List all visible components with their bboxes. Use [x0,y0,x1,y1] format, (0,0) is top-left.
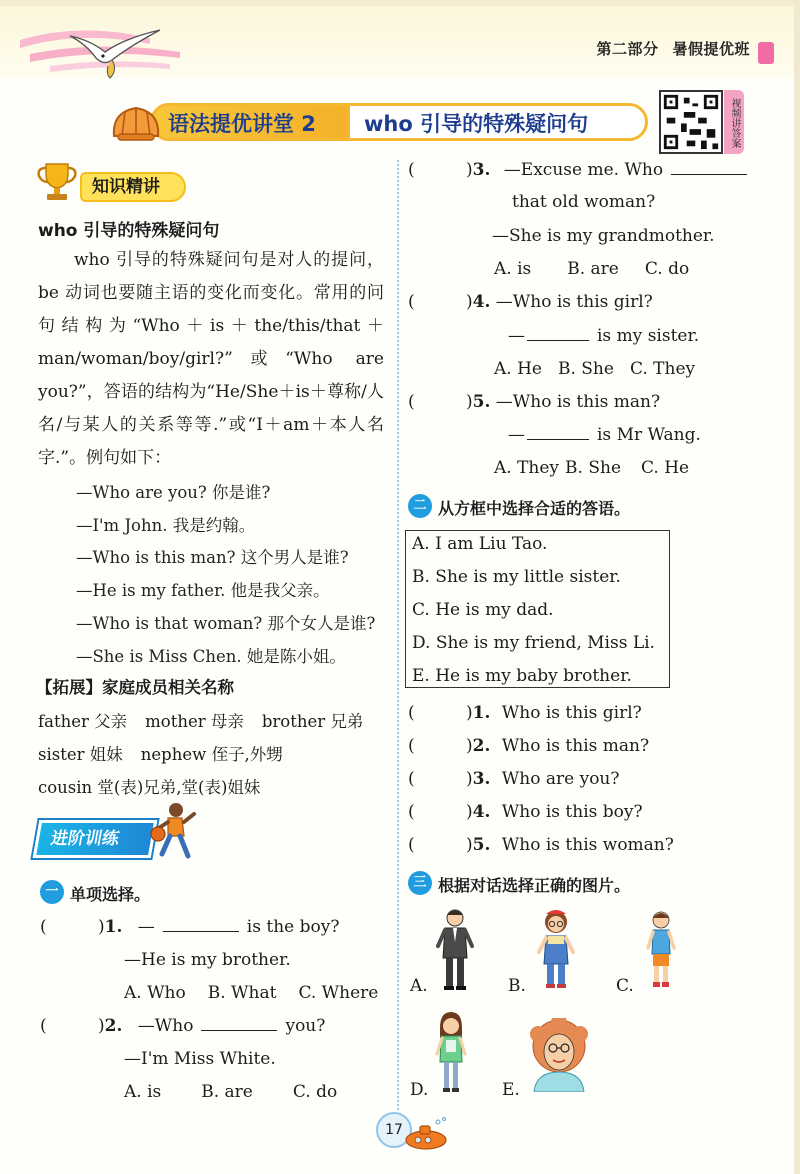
answer-option: A. I am Liu Tao. [412,534,548,554]
fill-blank[interactable] [527,327,589,341]
answer-option: E. He is my baby brother. [412,666,632,686]
question-number: 4. [472,802,491,822]
option[interactable]: C. Where [298,983,379,1003]
knowledge-paragraph-text: who 引导的特殊疑问句是对人的提问，be 动词也要随主语的变化而变化。常用的问句结构为“Who＋is＋the/this/that＋ man/woman/boy/girl?”或“Who are you?”，答语的结构为“He/She＋is＋尊称/人名/与某人的关系等等.”或“I＋am＋本人名字.”。例句如下： [38,250,384,468]
section1-number: 一 [40,880,64,904]
option[interactable]: C. do [292,1082,338,1102]
figure-label: C. [616,976,634,996]
vocab-item: father 父亲 [38,712,128,731]
boy-figure-icon[interactable] [644,908,678,990]
answer-slot[interactable]: ( [408,802,415,822]
knowledge-badge: 知识精讲 [80,172,186,202]
option[interactable]: A. is [124,1082,162,1102]
option[interactable]: C. They [629,359,696,379]
vocab-row [38,741,301,765]
question-2-options [124,1082,337,1102]
example-line: —Who is that woman? 那个女人是谁? [76,614,376,633]
vocab-row [38,708,381,732]
extension-heading: 【拓展】家庭成员相关名称 [36,678,234,697]
answer-slot[interactable]: ( [408,160,415,180]
figure-label: E. [502,1080,520,1100]
answer-slot[interactable]: ( [40,1016,47,1036]
vocab-item: sister 姐妹 [38,745,123,764]
section3-title: 根据对话选择正确的图片。 [438,876,631,895]
match-question: ( )1. Who is this girl? [408,703,642,723]
match-question: ( )4. Who is this boy? [408,802,643,822]
grandmother-figure-icon[interactable] [528,1018,590,1092]
question-number: 1. [104,917,123,937]
option[interactable]: A. He [494,359,542,379]
vocab-item: mother 母亲 [145,712,244,731]
runner-icon [146,800,200,864]
answer-slot[interactable]: ( [408,292,415,312]
header-part: 第二部分 [596,40,659,58]
option[interactable]: C. He [641,458,690,478]
section1-title: 单项选择。 [70,885,151,904]
column-divider [397,160,399,1110]
fill-blank[interactable] [527,426,589,440]
man-figure-icon[interactable] [432,908,478,992]
section2-title: 从方框中选择合适的答语。 [438,499,631,518]
section3-number: 三 [408,871,432,895]
option[interactable]: A. Who [124,983,186,1003]
option[interactable]: B. are [567,259,619,279]
vocab-item: nephew 侄子,外甥 [140,745,283,764]
header-title [582,38,750,59]
vocab-row [38,774,278,798]
question-number: 5. [472,392,491,412]
question-number: 4. [472,292,491,312]
match-question: ( )5. Who is this woman? [408,835,674,855]
woman-figure-icon[interactable] [434,1012,468,1094]
seagull-decoration-icon [0,0,260,95]
question-number: 3. [472,160,491,180]
question-4-line2: — is my sister. [508,326,700,346]
fill-blank[interactable] [671,161,747,175]
match-question: ( )3. Who are you? [408,769,620,789]
answer-option: D. She is my friend, Miss Li. [412,633,655,653]
shell-icon [108,100,164,144]
option[interactable]: B. She [565,458,622,478]
figure-label: A. [410,976,428,996]
banner-right-title: who 引导的特殊疑问句 [364,112,589,136]
vocab-item: cousin 堂(表)兄弟,堂(表)姐妹 [38,778,261,797]
girl-figure-icon[interactable] [534,908,578,990]
question-4-line1: ( )4. —Who is this girl? [408,292,653,312]
answer-slot[interactable]: ( [408,703,415,723]
question-5-line2: — is Mr Wang. [508,425,701,445]
page-number: 17 [376,1112,412,1148]
question-2-line2: —I'm Miss White. [124,1049,276,1069]
header-course: 暑假提优班 [672,40,750,58]
question-number: 2. [472,736,491,756]
example-line: —I'm John. 我是约翰。 [76,516,256,535]
question-1-options [124,983,378,1003]
fill-blank[interactable] [163,918,239,932]
knowledge-heading: who 引导的特殊疑问句 [38,221,220,241]
answer-option: C. He is my dad. [412,600,554,620]
example-line: —Who are you? 你是谁? [76,483,271,502]
question-4-options [494,359,695,379]
question-3-line1: ( )3. —Excuse me. Who [408,160,755,180]
question-5-options [494,458,689,478]
answer-option: B. She is my little sister. [412,567,621,587]
figure-label: B. [508,976,526,996]
answer-slot[interactable]: ( [408,392,415,412]
question-2-line1: ( )2. —Who you? [40,1016,326,1036]
right-edge [794,0,800,1174]
example-line: —He is my father. 他是我父亲。 [76,581,330,600]
answer-slot[interactable]: ( [408,835,415,855]
option[interactable]: B. are [201,1082,253,1102]
question-number: 2. [104,1016,123,1036]
fill-blank[interactable] [201,1017,277,1031]
figure-label: D. [410,1080,429,1100]
example-line: —Who is this man? 这个男人是谁? [76,548,349,567]
advance-badge: 进阶训练 [33,820,158,858]
question-3-line2: that old woman? [512,192,656,212]
vocab-item: brother 兄弟 [261,712,364,731]
option[interactable]: C. do [644,259,690,279]
option[interactable]: A. They [494,458,560,478]
trophy-icon [34,160,80,202]
option[interactable]: B. She [557,359,614,379]
knowledge-paragraph [38,244,384,475]
submarine-icon [400,1116,452,1152]
answer-slot[interactable]: ( [408,769,415,789]
banner-left-title: 语法提优讲堂 2 [168,112,316,136]
question-1-line2: —He is my brother. [124,950,291,970]
match-question: ( )2. Who is this man? [408,736,650,756]
question-1-line1: ( )1. — is the boy? [40,917,340,937]
question-3-line3: —She is my grandmother. [492,226,715,246]
question-5-line1: ( )5. —Who is this man? [408,392,661,412]
qr-caption: 视频讲答案 [724,90,744,154]
question-3-options [494,259,689,279]
question-number: 5. [472,835,491,855]
qr-code-icon[interactable] [659,90,723,154]
answer-slot[interactable]: ( [40,917,47,937]
question-number: 3. [472,769,491,789]
option[interactable]: B. What [207,983,277,1003]
answer-slot[interactable]: ( [408,736,415,756]
pink-tab [758,42,774,64]
section2-number: 二 [408,494,432,518]
option[interactable]: A. is [494,259,532,279]
example-line: —She is Miss Chen. 她是陈小姐。 [76,647,346,666]
question-number: 1. [472,703,491,723]
